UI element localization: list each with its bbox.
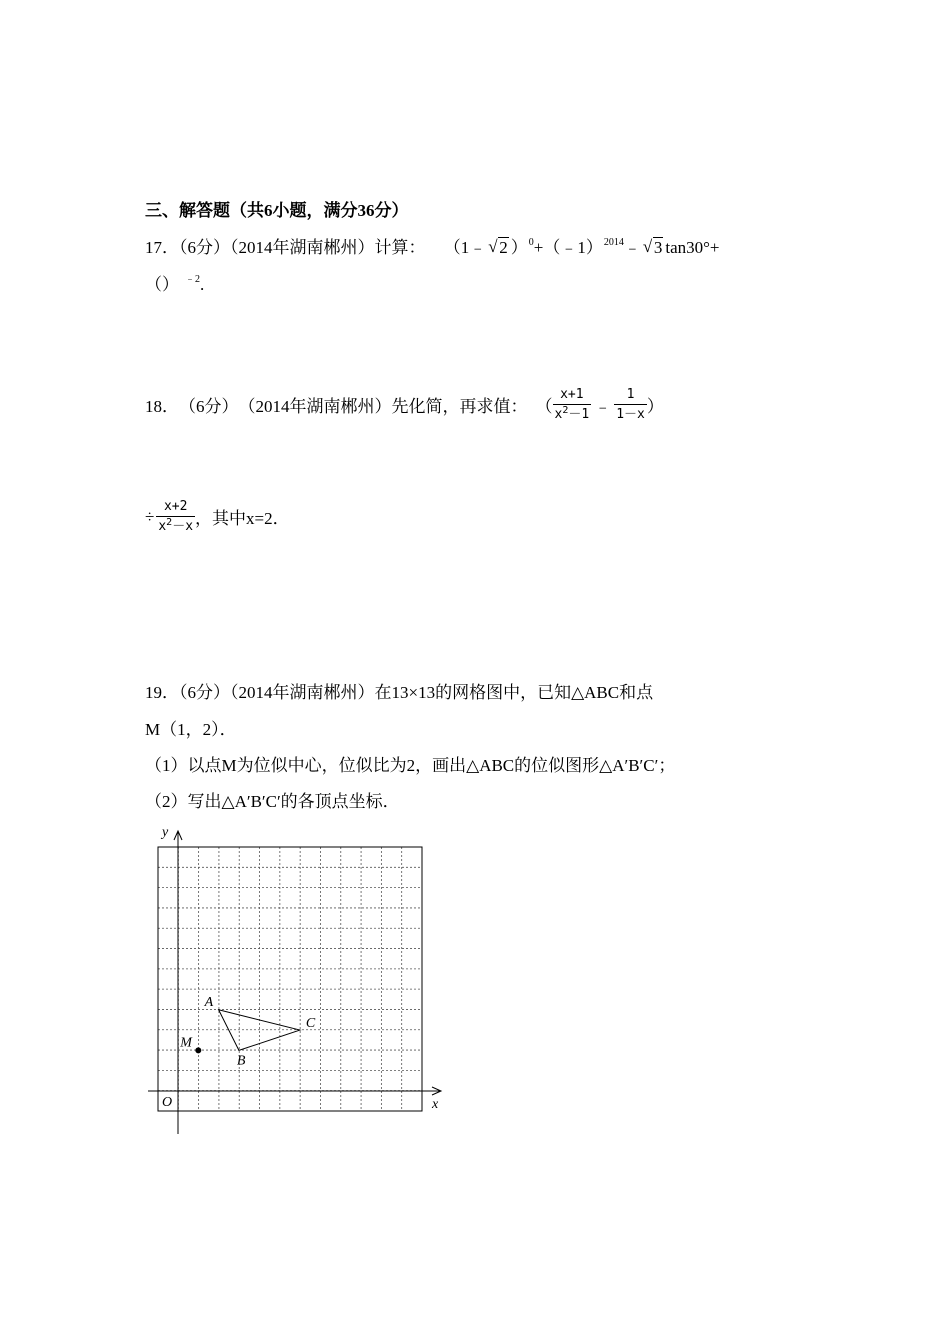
q17-source: （2014年湖南郴州）计算：: [230, 238, 426, 257]
origin-label: O: [162, 1095, 173, 1110]
fraction-1: [553, 388, 592, 421]
q17-expr-part2: ）: [510, 238, 528, 257]
x-axis-label: x: [432, 1097, 439, 1112]
q19-text: （2014年湖南郴州）在13×13的网格图中，已知△ABC和点: [230, 683, 654, 702]
point-label-b: B: [236, 1053, 246, 1069]
fraction-1-denominator: $x^2-1$: [554, 405, 590, 422]
point-label-a: A: [204, 994, 214, 1010]
point-label-c: C: [305, 1016, 316, 1032]
question-19-part-1: （1）以点M为位似中心，位似比为2，画出△ABC的位似图形△A′B′C′；: [145, 756, 676, 775]
sqrt-3-radicand: 3: [653, 238, 663, 257]
question-18-line-2: [145, 500, 290, 533]
q17-end: .: [200, 275, 205, 294]
section-title: 三、解答题（共6小题，满分36分）: [145, 201, 409, 220]
q18-source: （2014年湖南郴州）先化简，再求值：: [238, 397, 528, 416]
fraction-3: [156, 500, 195, 533]
q18-minus: ﹣: [594, 397, 612, 416]
q19-number: 19．: [145, 683, 179, 702]
q18-score: （6分）: [179, 397, 239, 416]
point-m-dot: [195, 1047, 201, 1053]
q18-divide: ÷: [145, 506, 155, 526]
question-19-line-1: [145, 678, 653, 703]
y-axis-label: y: [162, 825, 169, 840]
grid-border: [158, 847, 422, 1111]
q17-line2-paren: （）: [145, 275, 179, 294]
q17-exp-neg2: ﹣2: [185, 274, 200, 285]
fraction-1-numerator: x+1: [553, 388, 592, 405]
question-17-line-1: [145, 233, 720, 258]
q17-score: （6分）: [179, 238, 230, 257]
grid-lines: [158, 847, 422, 1111]
q18-number: 18．: [145, 397, 179, 416]
q17-exp-0: 0: [528, 237, 534, 248]
fraction-3-denominator: $x^2-x$: [158, 517, 194, 534]
question-19-part-2: （2）写出△A′B′C′的各顶点坐标．: [145, 792, 400, 811]
q18-close-paren: ）: [646, 397, 664, 416]
q19-score: （6分）: [179, 683, 230, 702]
q17-exp-2014: 2014: [603, 237, 624, 248]
q18-open-paren: （: [535, 397, 553, 416]
point-label-m: M: [180, 1035, 192, 1051]
grid-figure: [140, 822, 450, 1142]
fraction-2-denominator: 1－x: [616, 407, 645, 422]
q17-expr-part3: +（﹣1）: [533, 238, 603, 257]
fraction-3-numerator: x+2: [156, 500, 195, 517]
q17-expr-part5: tan30°+: [665, 238, 720, 257]
q18-tail: ，其中x=2．: [195, 509, 290, 528]
question-17-line-2: [145, 270, 204, 295]
fraction-2-numerator: 1: [614, 388, 647, 405]
sqrt-2-radicand: 2: [499, 238, 508, 257]
sqrt-2: [488, 238, 509, 258]
fraction-2: [614, 388, 647, 421]
question-18-line-1: [145, 388, 664, 421]
q17-number: 17．: [145, 238, 179, 257]
q17-expr-part4: ﹣: [623, 238, 641, 257]
sqrt-3: [643, 238, 664, 258]
question-19-line-2: M（1，2）．: [145, 720, 237, 739]
q17-expr-part1: （1﹣: [443, 238, 487, 257]
